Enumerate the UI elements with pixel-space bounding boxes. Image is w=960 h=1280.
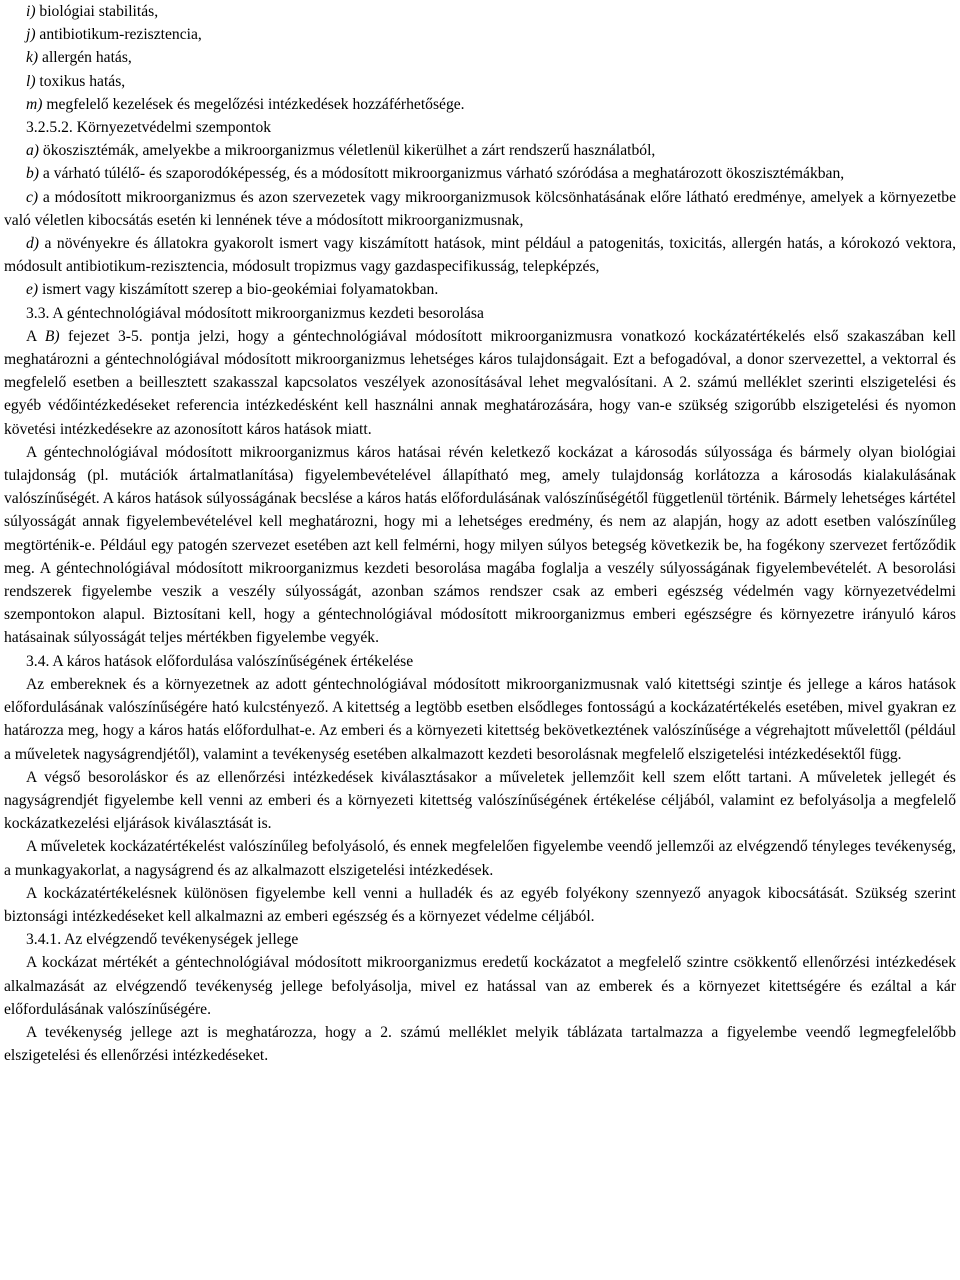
list-item-i xyxy=(4,0,956,23)
list-marker: a) xyxy=(26,142,39,160)
paragraph-341-2: A tevékenység jellege azt is meghatározza, hogy a 2. számú melléklet melyik táblázata tartalmazza a figyelembe veendő legmegfelelőbb elszigetelési és ellenőrzési intézkedéseket. xyxy=(4,1023,956,1065)
list-item-text: antibiotikum-rezisztencia, xyxy=(35,26,202,44)
paragraph-341-1: A kockázat mértékét a géntechnológiával módosított mikroorganizmus eredetű kockázatot a megfelelő szintre csökkentő ellenőrzési intézkedések alkalmazását az elvégzendő tevékenység jellege befolyásolja, mivel ez hatással van az emberek és a környezet kitettségére és ezáltal a kár előfordulásának valószínűségére. xyxy=(4,954,956,1018)
list-item-text: ökoszisztémák, amelyekbe a mikroorganizmus véletlenül kikerülhet a zárt rendszerű használatból, xyxy=(39,142,656,160)
paragraph-33-2: A géntechnológiával módosított mikroorganizmus káros hatásai révén keletkező kockázat a károsodás súlyossága és bármely olyan biológiai tulajdonság (pl. mutációk ártalmatlanítása) figyelembevételével állapítható meg, amely tulajdonság korlátozza a károsodás kialakulásának valószínűségét. A káros hatások súlyosságának becslése a káros hatás előfordulásának valószínűségétől függetlenül történik. Bármely lehetséges kártétel súlyosságát annak figyelembevételével kell meghatározni, hogy mi a lehetséges eredmény, és nem az alapján, hogy az adott esetben valószínűleg megtörténik-e. Például egy patogén szervezet esetében azt kell felmérni, hogy milyen súlyos betegség következik be, ha fogékony szervezet fertőződik meg. A géntechnológiával módosított mikroorganizmus kezdeti besorolása magába foglalja a veszély súlyosságának figyelembevételét. A besorolási rendszerek figyelembe veszik a veszély súlyosságát, azonban számos rendszer csak az emberi egészség védelmén vagy környezetvédelmi szempontokon alapul. Biztosítani kell, hogy a géntechnológiával módosított mikroorganizmus emberi egészségre és környezetre irányuló káros hatásainak súlyosságát teljes mértékben figyelembe vegyék. xyxy=(4,443,956,647)
list-item-text: toxikus hatás, xyxy=(35,72,126,90)
list-marker: i) xyxy=(26,3,36,20)
list-marker: l) xyxy=(26,72,36,90)
list-item-text: a módosított mikroorganizmus és azon szervezetek vagy mikroorganizmusok kölcsönhatásának előre látható eredménye, amelyek a környezetbe való véletlen kibocsátás esetén ki lennének téve a módosított mikroorganizmusnak, xyxy=(4,188,956,229)
list-marker: j) xyxy=(26,26,36,44)
paragraph-34-4: A kockázatértékelésnek különösen figyelembe kell venni a hulladék és az egyéb folyékony szennyező anyagok kibocsátását. Szükség szerint biztonsági intézkedéseket kell alkalmazni az emberi egészség és a környezet védelme céljából. xyxy=(4,884,956,925)
list-item-j xyxy=(4,23,956,46)
list-item-m xyxy=(4,93,956,116)
list-item-text: a várható túlélő- és szaporodóképesség, és a módosított mikroorganizmus várható szóródása a meghatározott ökoszisztémákban, xyxy=(39,165,845,183)
list-marker: m) xyxy=(26,95,43,113)
document-page xyxy=(4,0,956,1067)
section-heading-34: 3.4. A káros hatások előfordulása valószínűségének értékelése xyxy=(26,652,414,670)
list-item-text: allergén hatás, xyxy=(38,49,132,67)
list-marker: d) xyxy=(26,235,39,253)
list-item-text: ismert vagy kiszámított szerep a bio-geokémiai folyamatokban. xyxy=(38,281,439,299)
list-item-text: biológiai stabilitás, xyxy=(35,3,159,20)
list-marker: c) xyxy=(26,188,39,206)
env-item-e xyxy=(4,278,956,301)
list-item-text: a növényekre és állatokra gyakorolt ismert vagy kiszámított hatások, mint például a patogenitás, toxicitás, allergén hatás, a kórokozó vektora, módosult antibiotikum-rezisztencia, módosult tropizmus vagy gazdaspecifikusság, telepképzés, xyxy=(4,235,956,276)
section-heading-33: 3.3. A géntechnológiával módosított mikroorganizmus kezdeti besorolása xyxy=(26,304,484,322)
list-item-l xyxy=(4,70,956,93)
env-item-c xyxy=(4,186,956,232)
paragraph-34-3: A műveletek kockázatértékelést valószínűleg befolyásoló, és ennek megfelelően figyelembe veendő jellemzői az elvégzendő tényleges tevékenység, a munkagyakorlat, a nagyságrend és az alkalmazott elszigetelési intézkedések. xyxy=(4,838,956,879)
env-item-d xyxy=(4,232,956,278)
paragraph-33-1: A B) fejezet 3-5. pontja jelzi, hogy a géntechnológiával módosított mikroorganizmusra vonatkozó kockázatértékelés első szakaszában kell meghatározni a géntechnológiával módosított mikroorganizmus lehetséges káros tulajdonságait. Ezt a befogadóval, a donor szervezettel, a vektorral és megfelelő esetben a beillesztett szakasszal kapcsolatos veszélyek azonosításával lehet megvalósítani. A 2. számú melléklet szerinti elszigetelési és egyéb védőintézkedéseket referencia intézkedésként kell használni annak meghatározására, hogy van-e szükség szigorúbb elszigetelési és nyomon követési intézkedésekre az azonosított káros hatások miatt. xyxy=(4,327,956,438)
list-marker: b) xyxy=(26,165,39,183)
paragraph-34-2: A végső besoroláskor és az ellenőrzési intézkedések kiválasztásakor a műveletek jellemzőit kell szem előtt tartani. A műveletek jellegét és nagyságrendjét figyelembe kell venni az emberi és a környezeti kitettség valószínűségének értékelése céljából, valamint ez befolyásolja a megfelelő kockázatkezelési eljárások kiválasztását is. xyxy=(4,768,956,833)
paragraph-34-1: Az embereknek és a környezetnek az adott géntechnológiával módosított mikroorganizmusnak való kitettségi szintje és jellege a káros hatások előfordulásának valószínűségére ható kulcstényező. A kitettség a legtöbb esetben elsődleges fontosságú a kockázatértékelés esetében, mivel gyakran ez határozza meg, hogy a káros hatás előfordulhat-e. Az emberi és a környezeti kitettség bekövetkeztének valószínűsége a végrehajtott művelettől (például a műveletek nagyságrendjétől), valamint a tevékenység esetében alkalmazott kezdeti besorolásnak megfelelő elszigetelési intézkedésektől függ. xyxy=(4,675,956,763)
list-item-k xyxy=(4,46,956,69)
env-item-b xyxy=(4,162,956,185)
section-heading-3252: 3.2.5.2. Környezetvédelmi szempontok xyxy=(26,119,272,137)
section-heading-341: 3.4.1. Az elvégzendő tevékenységek jellege xyxy=(26,931,299,949)
list-item-text: megfelelő kezelések és megelőzési intézkedések hozzáférhetősége. xyxy=(42,95,465,113)
list-marker: k) xyxy=(26,49,39,67)
chapter-reference: B) xyxy=(44,327,60,345)
list-marker: e) xyxy=(26,281,39,299)
env-item-a xyxy=(4,139,956,162)
